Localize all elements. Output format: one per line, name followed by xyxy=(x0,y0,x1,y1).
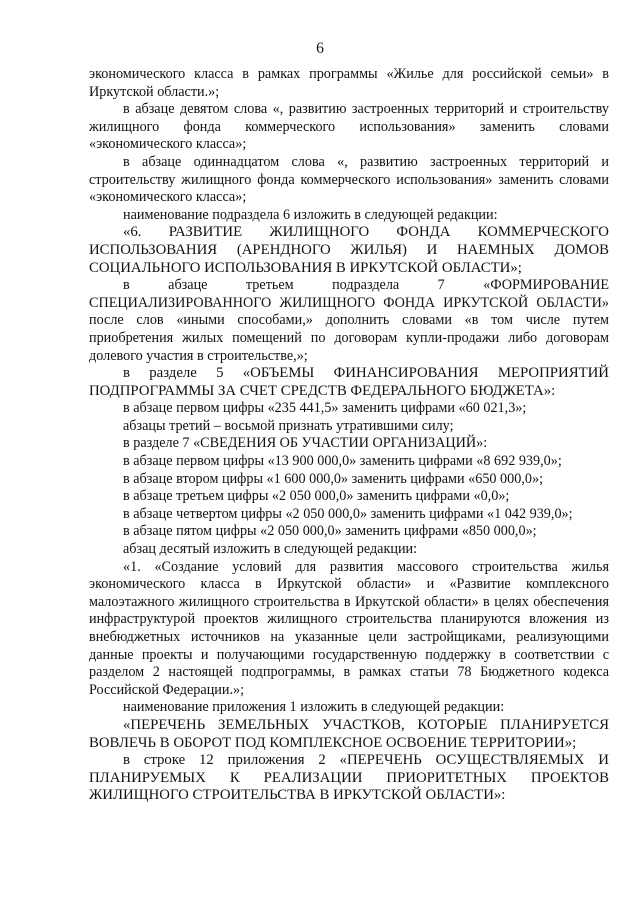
paragraph: наименование приложения 1 изложить в следующей редакции: xyxy=(123,699,505,716)
paragraph: в разделе 7 «СВЕДЕНИЯ ОБ УЧАСТИИ ОРГАНИЗАЦИЙ»: xyxy=(123,435,488,452)
paragraph: «1. «Создание условий для развития массового строительства жилья экономического класса в Иркутской области» и «Развитие комплексного малоэтажного жилищного строительства в Иркутской области» в целях обеспечения инфраструктурой проектов жилищного строительства планируются вложения из внебюджетных источников на указанные цели застройщиками, реализующими данные проекты и получающими государственную поддержку в соответствии с разделом 2 настоящей подпрограммы, в рамках статьи 78 Бюджетного кодекса Российской Федерации.»; xyxy=(89,558,609,698)
paragraph: в абзаце втором цифры «1 600 000,0» заменить цифрами «650 000,0»; xyxy=(123,470,544,487)
paragraph: в абзаце первом цифры «13 900 000,0» заменить цифрами «8 692 939,0»; xyxy=(123,453,562,470)
paragraph: в абзаце пятом цифры «2 050 000,0» заменить цифрами «850 000,0»; xyxy=(123,523,537,540)
paragraph: в абзаце третьем подраздела 7 «ФОРМИРОВАНИЕ СПЕЦИАЛИЗИРОВАННОГО ЖИЛИЩНОГО ФОНДА ИРКУТСКОЙ ОБЛАСТИ» после слов «иными способами,» дополнить словами «в том числе путем приобретения жилых помещений по договорам купли-продажи либо договорам долевого участия в строительстве,»; xyxy=(89,277,609,364)
paragraph: в абзаце третьем цифры «2 050 000,0» заменить цифрами «0,0»; xyxy=(123,488,510,505)
paragraph: «ПЕРЕЧЕНЬ ЗЕМЕЛЬНЫХ УЧАСТКОВ, КОТОРЫЕ ПЛАНИРУЕТСЯ ВОВЛЕЧЬ В ОБОРОТ ПОД КОМПЛЕКСНОЕ ОСВОЕНИЕ ТЕРРИТОРИИ»; xyxy=(89,716,609,751)
paragraph: абзац десятый изложить в следующей редакции: xyxy=(123,541,418,558)
paragraph: в абзаце одиннадцатом слова «, развитию застроенных территорий и строительству жилищного фонда коммерческого использования» заменить словами «экономического класса»; xyxy=(89,153,609,206)
paragraph: в разделе 5 «ОБЪЕМЫ ФИНАНСИРОВАНИЯ МЕРОПРИЯТИЙ ПОДПРОГРАММЫ ЗА СЧЕТ СРЕДСТВ ФЕДЕРАЛЬНОГО БЮДЖЕТА»: xyxy=(89,365,609,399)
page-number: 6 xyxy=(316,40,324,57)
paragraph: в абзаце четвертом цифры «2 050 000,0» заменить цифрами «1 042 939,0»; xyxy=(123,505,573,522)
paragraph: «6. РАЗВИТИЕ ЖИЛИЩНОГО ФОНДА КОММЕРЧЕСКОГО ИСПОЛЬЗОВАНИЯ (АРЕНДНОГО ЖИЛЬЯ) И НАЕМНЫХ ДОМОВ СОЦИАЛЬНОГО ИСПОЛЬЗОВАНИЯ В ИРКУТСКОЙ ОБЛАСТИ»; xyxy=(89,224,609,276)
paragraph: экономического класса в рамках программы «Жилье для российской семьи» в Иркутской области.»; xyxy=(89,66,609,100)
paragraph: в абзаце первом цифры «235 441,5» заменить цифрами «60 021,3»; xyxy=(123,400,527,417)
paragraph: в абзаце девятом слова «, развитию застроенных территорий и строительству жилищного фонда коммерческого использования» заменить словами «экономического класса»; xyxy=(89,101,609,153)
document-body xyxy=(89,66,609,805)
paragraph: в строке 12 приложения 2 «ПЕРЕЧЕНЬ ОСУЩЕСТВЛЯЕМЫХ И ПЛАНИРУЕМЫХ К РЕАЛИЗАЦИИ ПРИОРИТЕТНЫХ ПРОЕКТОВ ЖИЛИЩНОГО СТРОИТЕЛЬСТВА В ИРКУТСКОЙ ОБЛАСТИ»: xyxy=(89,752,609,804)
paragraph: наименование подраздела 6 изложить в следующей редакции: xyxy=(123,206,498,223)
paragraph: абзацы третий – восьмой признать утратившими силу; xyxy=(123,417,454,434)
